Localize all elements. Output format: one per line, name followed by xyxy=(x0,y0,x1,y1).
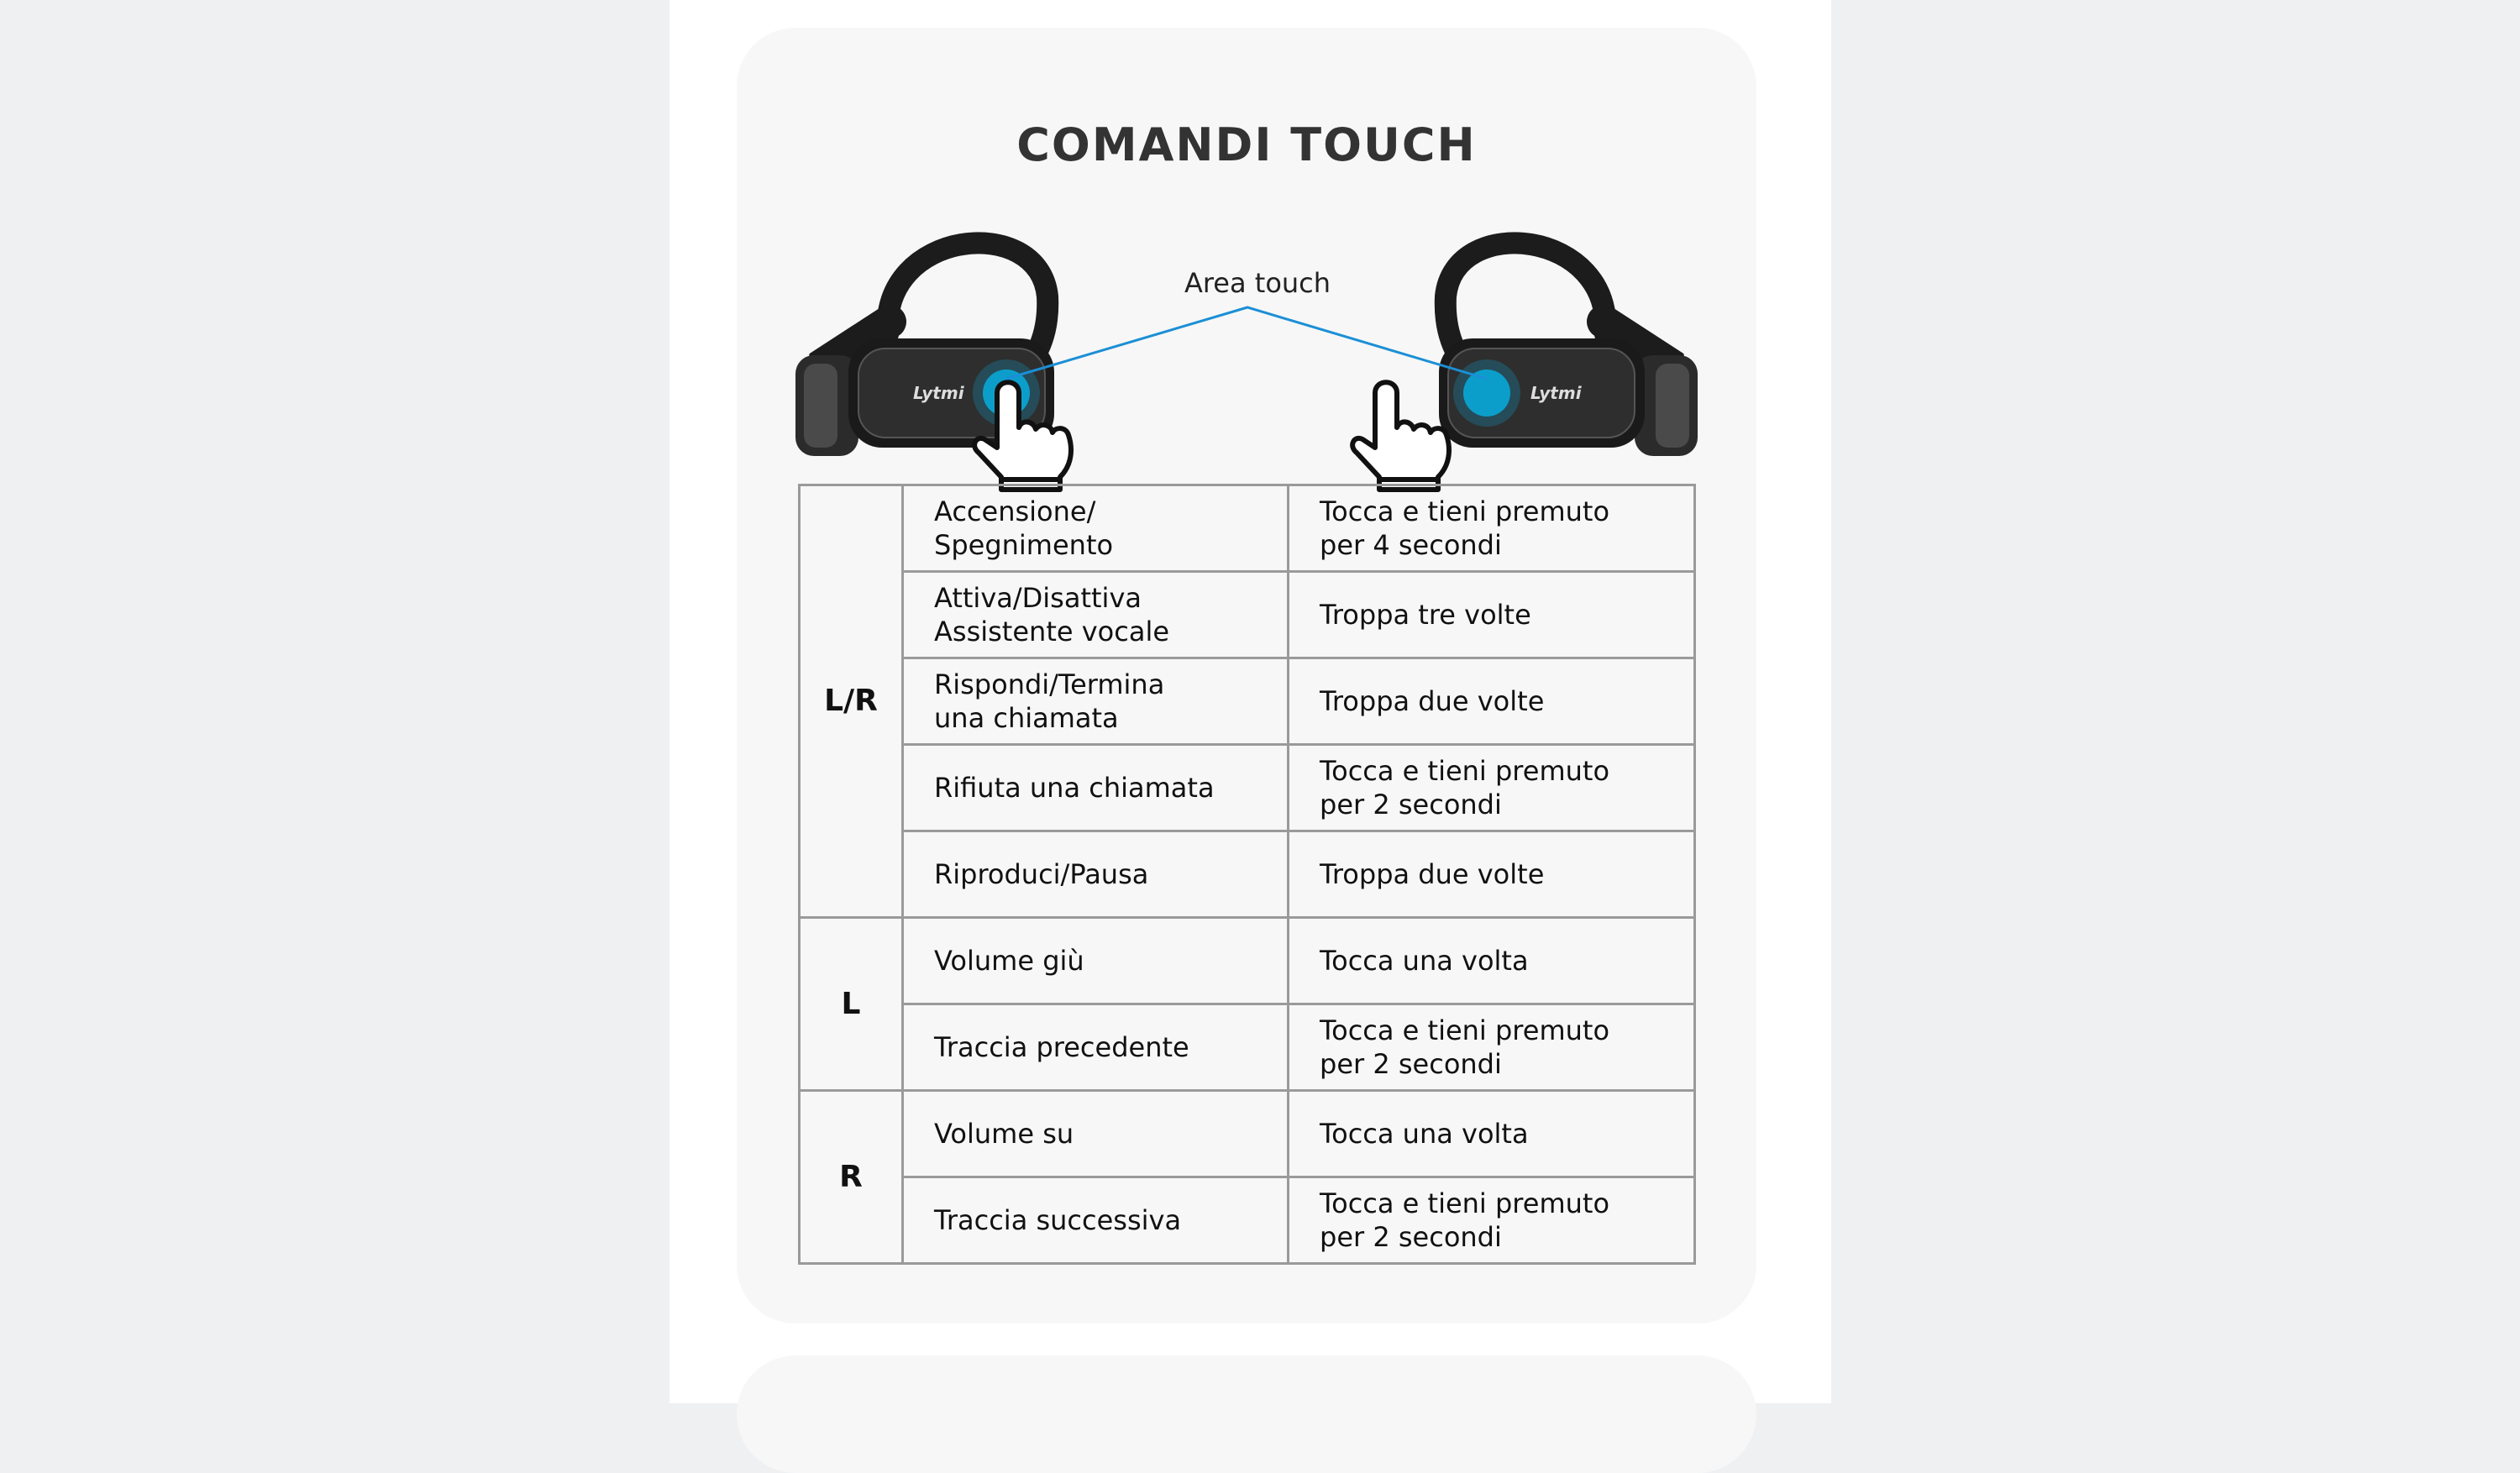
function-cell xyxy=(903,1091,1289,1177)
side-label-l: L xyxy=(800,918,903,1091)
table-row xyxy=(800,1004,1695,1091)
earbud-right-image xyxy=(1439,243,1698,456)
function-line: Accensione/ Spegnimento xyxy=(934,495,1114,561)
next-card xyxy=(737,1355,1756,1473)
side-label-lr: L/R xyxy=(800,485,903,918)
touch-hand-icon xyxy=(1352,382,1449,490)
action-cell xyxy=(1289,1091,1695,1177)
table-row xyxy=(800,745,1695,831)
action-line: Tocca e tieni premuto per 2 secondi xyxy=(1320,755,1610,820)
action-cell xyxy=(1289,831,1695,918)
action-line: Tocca una volta xyxy=(1320,1118,1529,1150)
touch-controls-table xyxy=(798,484,1696,1265)
action-line: Tocca una volta xyxy=(1320,945,1529,977)
function-cell xyxy=(903,1004,1289,1091)
action-cell xyxy=(1289,658,1695,745)
content-column xyxy=(669,0,1831,1403)
function-line: Riproduci/Pausa xyxy=(934,858,1149,890)
table-row xyxy=(800,1091,1695,1177)
function-line: Volume giù xyxy=(934,945,1084,977)
action-line: Troppa due volte xyxy=(1320,858,1545,890)
action-line: Troppa due volte xyxy=(1320,685,1545,717)
action-cell xyxy=(1289,1004,1695,1091)
table-row xyxy=(800,485,1695,572)
side-label-r: R xyxy=(800,1091,903,1264)
function-cell xyxy=(903,1177,1289,1264)
function-line: Volume su xyxy=(934,1118,1074,1150)
action-cell xyxy=(1289,485,1695,572)
function-cell xyxy=(903,918,1289,1004)
function-line: Rispondi/Termina una chiamata xyxy=(934,668,1165,734)
action-line: Tocca e tieni premuto per 2 secondi xyxy=(1320,1014,1610,1080)
brand-label-right: Lytmi xyxy=(1530,383,1582,403)
table-row xyxy=(800,918,1695,1004)
function-cell xyxy=(903,831,1289,918)
area-touch-label: Area touch xyxy=(1184,267,1331,299)
action-line: Tocca e tieni premuto per 4 secondi xyxy=(1320,495,1610,561)
function-cell xyxy=(903,658,1289,745)
action-line: Tocca e tieni premuto per 2 secondi xyxy=(1320,1187,1610,1253)
action-cell xyxy=(1289,918,1695,1004)
function-line: Traccia successiva xyxy=(934,1204,1182,1236)
table-row xyxy=(800,658,1695,745)
action-cell xyxy=(1289,745,1695,831)
table-row xyxy=(800,572,1695,658)
function-line: Rifiuta una chiamata xyxy=(934,772,1215,804)
touch-controls-card xyxy=(737,28,1756,1324)
action-line: Troppa tre volte xyxy=(1320,599,1531,631)
table-row xyxy=(800,831,1695,918)
touch-area-pointer-line xyxy=(1006,307,1487,379)
brand-label-left: Lytmi xyxy=(913,383,964,403)
function-cell xyxy=(903,572,1289,658)
function-line: Attiva/Disattiva Assistente vocale xyxy=(934,582,1170,647)
page-title: COMANDI TOUCH xyxy=(1016,118,1477,171)
action-cell xyxy=(1289,572,1695,658)
earbuds-illustration xyxy=(737,196,1756,498)
table-row xyxy=(800,1177,1695,1264)
function-cell xyxy=(903,485,1289,572)
action-cell xyxy=(1289,1177,1695,1264)
function-line: Traccia precedente xyxy=(934,1031,1189,1063)
function-cell xyxy=(903,745,1289,831)
